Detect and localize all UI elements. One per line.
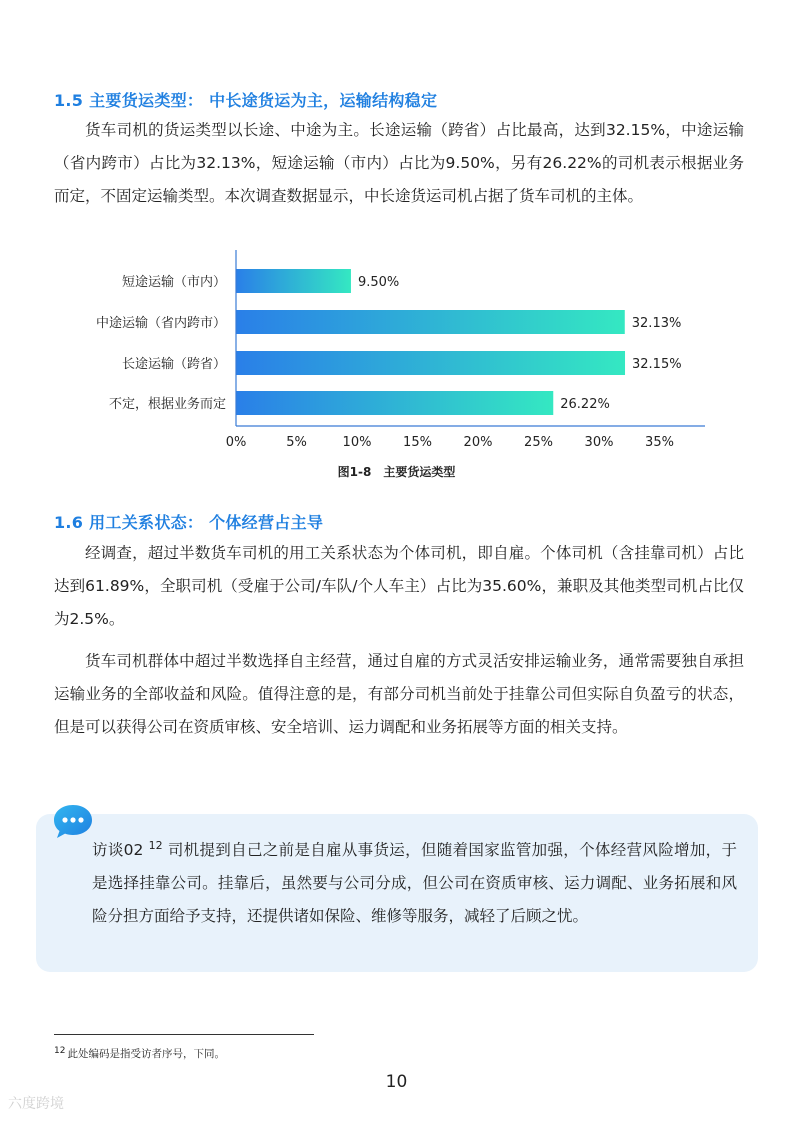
bar-2 bbox=[236, 351, 625, 375]
interview-callout-text bbox=[92, 834, 737, 933]
x-tick-label-3: 15% bbox=[403, 435, 432, 450]
section-heading-1-6: 1.6 用工关系状态： 个体经营占主导 bbox=[54, 513, 324, 532]
chart-caption: 图1-8 主要货运类型 bbox=[337, 465, 456, 479]
interview-callout bbox=[36, 814, 758, 972]
category-label-1: 中途运输（省内跨市） bbox=[95, 316, 226, 331]
x-tick-label-6: 30% bbox=[584, 435, 614, 450]
speech-bubble-icon bbox=[52, 803, 94, 841]
page-number: 10 bbox=[385, 1072, 408, 1092]
category-label-3: 不定，根据业务而定 bbox=[108, 397, 226, 412]
footnote-ref[interactable]: 12 bbox=[148, 838, 163, 852]
value-label-0: 9.50% bbox=[357, 275, 400, 290]
interview-label: 访谈02 bbox=[92, 841, 144, 859]
interview-text: 司机提到自己之前是自雇从事货运，但随着国家监管加强，个体经营风险增加，于是选择挂靠公司。挂靠后，虽然要与公司分成，但公司在资质审核、运力调配、业务拓展和风险分担方面给予支持，还提供诸如保险、维修等服务，减轻了后顾之忧。 bbox=[92, 841, 737, 925]
x-tick-label-5: 25% bbox=[524, 435, 553, 450]
paragraph-self-employment: 货车司机群体中超过半数选择自主经营，通过自雇的方式灵活安排运输业务，通常需要独自承担运输业务的全部收益和风险。值得注意的是，有部分司机当前处于挂靠公司但实际自负盈亏的状态，但是可以获得公司在资质审核、安全培训、运力调配和业务拓展等方面的相关支持。 bbox=[54, 652, 744, 736]
category-label-2: 长途运输（跨省） bbox=[121, 357, 226, 372]
x-tick-label-0: 0% bbox=[225, 435, 247, 450]
value-label-2: 32.15% bbox=[632, 357, 682, 372]
bar-0 bbox=[236, 269, 351, 293]
x-tick-label-7: 35% bbox=[645, 435, 674, 450]
paragraph-freight-types: 货车司机的货运类型以长途、中途为主。长途运输（跨省）占比最高，达到32.15%，中途运输（省内跨市）占比为32.13%，短途运输（市内）占比为9.50%，另有26.22%的司机表示根据业务而定，不固定运输类型。本次调查数据显示，中长途货运司机占据了货车司机的主体。 bbox=[54, 121, 744, 205]
x-tick-label-2: 10% bbox=[342, 435, 372, 450]
footnote-text: 此处编码是指受访者序号，下同。 bbox=[67, 1048, 225, 1060]
value-label-3: 26.22% bbox=[560, 397, 610, 412]
footnote-number: 12 bbox=[54, 1045, 66, 1056]
watermark: 六度跨境 bbox=[8, 1096, 64, 1112]
paragraph-employment-status: 经调查，超过半数货车司机的用工关系状态为个体司机，即自雇。个体司机（含挂靠司机）占比达到61.89%，全职司机（受雇于公司/车队/个人车主）占比为35.60%，兼职及其他类型司机占比仅为2.5%。 bbox=[54, 544, 744, 628]
value-label-1: 32.13% bbox=[631, 316, 682, 331]
category-label-0: 短途运输（市内） bbox=[121, 275, 226, 290]
bar-1 bbox=[236, 310, 625, 334]
x-tick-label-4: 20% bbox=[463, 435, 493, 450]
x-tick-label-1: 5% bbox=[286, 435, 307, 450]
footnote-divider bbox=[54, 1034, 314, 1035]
footnote bbox=[54, 1046, 225, 1061]
freight-type-bar-chart bbox=[0, 240, 793, 455]
bar-3 bbox=[236, 391, 553, 415]
section-heading-1-5: 1.5 主要货运类型： 中长途货运为主，运输结构稳定 bbox=[54, 91, 438, 110]
